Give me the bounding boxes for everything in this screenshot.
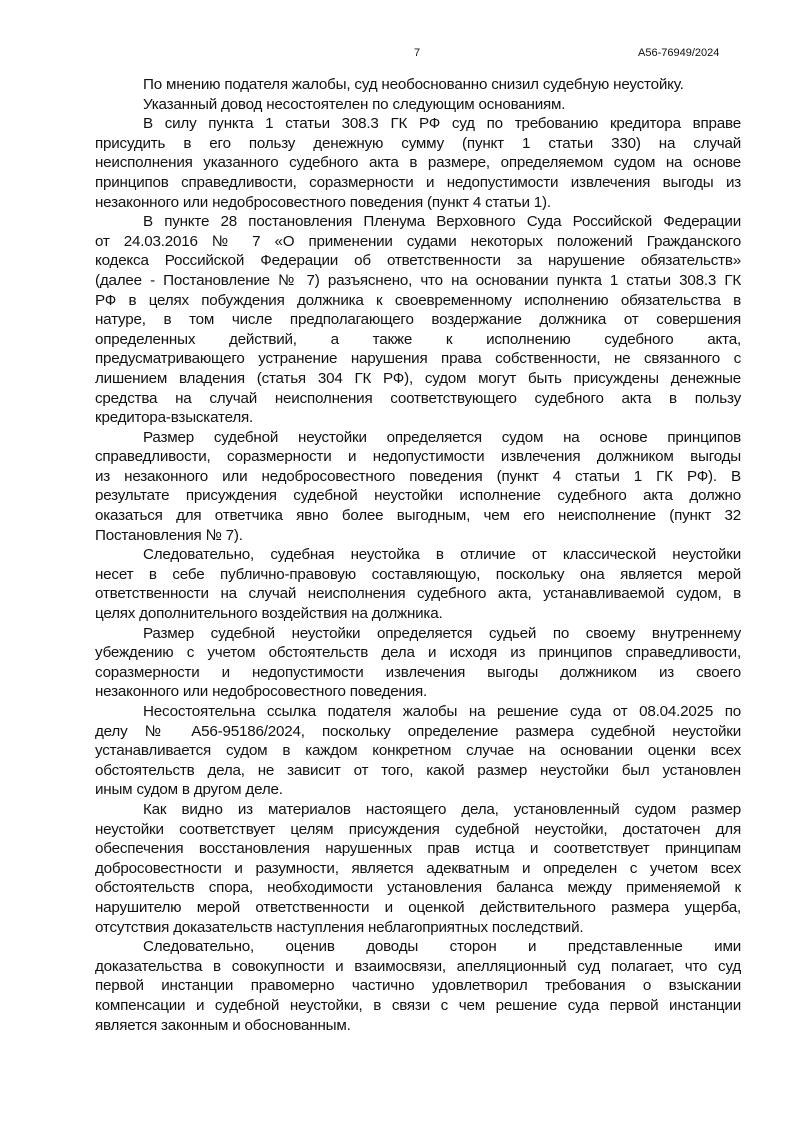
page-number: 7: [414, 47, 421, 59]
case-number: А56-76949/2024: [638, 47, 720, 59]
document-body: [95, 75, 741, 1035]
text-line: справедливости, соразмерности и недопустимости извлечения должником выгоды: [95, 448, 741, 466]
text-line: является законным и обоснованным.: [95, 1016, 351, 1034]
text-line: принципов справедливости, соразмерности и недопустимости извлечения выгоды из: [95, 173, 741, 191]
text-line: первой инстанции правомерно частично удовлетворил требования о взыскании: [95, 977, 741, 995]
text-line: Указанный довод несостоятелен по следующим основаниям.: [143, 95, 566, 113]
text-line: Следовательно, оценив доводы сторон и представленные ими: [143, 938, 741, 956]
text-line: от 24.03.2016 № 7 «О применении судами некоторых положений Гражданского: [95, 232, 741, 250]
text-line: Размер судебной неустойки определяется судьей по своему внутреннему: [143, 624, 741, 642]
paragraph: [95, 428, 741, 546]
text-line: определенных действий, а также к исполнению судебного акта,: [95, 330, 741, 348]
text-line: неустойки соответствует целям присуждения судебной неустойки, достаточен для: [95, 820, 741, 838]
text-line: присудить в его пользу денежную сумму (пункт 1 статьи 330) на случай: [95, 134, 741, 152]
text-line: лишением владения (статья 304 ГК РФ), судом могут быть присуждены денежные: [95, 369, 741, 387]
text-line: оказаться для ответчика явно более выгодным, чем его неисполнение (пункт 32: [95, 507, 741, 525]
paragraph: [95, 545, 741, 623]
text-line: убеждению с учетом обстоятельств дела и исходя из принципов справедливости,: [95, 644, 741, 662]
paragraph: [95, 702, 741, 800]
text-line: неисполнения указанного судебного акта в размере, определяемом судом на основе: [95, 154, 741, 172]
paragraph: [95, 800, 741, 937]
text-line: предусматривающего устранение нарушения права собственности, не связанного с: [95, 350, 741, 368]
text-line: (далее - Постановление № 7) разъяснено, что на основании пункта 1 статьи 308.3 ГК: [95, 271, 741, 289]
text-line: нарушителю мерой ответственности и оценкой действительного размера ущерба,: [95, 898, 741, 916]
text-line: добросовестности и разумности, является адекватным и определен с учетом всех: [95, 859, 741, 877]
text-line: ответственности на случай неисполнения судебного акта, устанавливаемой судом, в: [95, 585, 741, 603]
text-line: Следовательно, судебная неустойка в отличие от классической неустойки: [143, 546, 741, 564]
text-line: Постановления № 7).: [95, 526, 243, 544]
paragraph: [95, 75, 741, 95]
text-line: кредитора-взыскателя.: [95, 409, 254, 427]
text-line: В пункте 28 постановления Пленума Верховного Суда Российской Федерации: [143, 213, 741, 231]
text-line: По мнению подателя жалобы, суд необоснованно снизил судебную неустойку.: [143, 76, 684, 93]
paragraph: [95, 937, 741, 1035]
text-line: В силу пункта 1 статьи 308.3 ГК РФ суд по требованию кредитора вправе: [143, 115, 741, 133]
text-line: обстоятельств дела, не зависит от того, какой размер неустойки был установлен: [95, 761, 741, 779]
text-line: Как видно из материалов настоящего дела, установленный судом размер: [143, 800, 741, 818]
paragraph: [95, 624, 741, 702]
text-line: Несостоятельна ссылка подателя жалобы на решение суда от 08.04.2025 по: [143, 703, 741, 720]
text-line: РФ в целях побуждения должника к своевременному исполнению обязательства в: [95, 291, 741, 309]
text-line: незаконного или недобросовестного поведения (пункт 4 статьи 1).: [95, 193, 551, 211]
text-line: делу № А56-95186/2024, поскольку определение размера судебной неустойки: [95, 722, 741, 740]
text-line: обеспечения восстановления нарушенных прав истца и соответствует принципам: [95, 840, 741, 858]
text-line: из незаконного или недобросовестного поведения (пункт 4 статьи 1 ГК РФ). В: [95, 467, 741, 485]
paragraph: [95, 212, 741, 428]
text-line: незаконного или недобросовестного поведения.: [95, 683, 428, 701]
text-line: средства на случай неисполнения соответствующего судебного акта в пользу: [95, 389, 741, 407]
text-line: доказательства в совокупности и взаимосвязи, апелляционный суд полагает, что суд: [95, 957, 741, 975]
text-line: устанавливается судом в каждом конкретном случае на основании оценки всех: [95, 742, 741, 760]
paragraph: [95, 114, 741, 212]
paragraph: [95, 95, 741, 115]
text-line: кодекса Российской Федерации об ответственности за нарушение обязательств»: [95, 252, 741, 270]
text-line: натуре, в том числе предполагающего воздержание должника от совершения: [95, 311, 741, 329]
text-line: обстоятельств спора, необходимости установления баланса между применяемой к: [95, 879, 741, 897]
text-line: несет в себе публично-правовую составляющую, поскольку она является мерой: [95, 565, 741, 583]
text-line: соразмерности и недопустимости извлечения выгоды должником из своего: [95, 663, 741, 681]
text-line: результате присуждения судебной неустойки исполнение судебного акта должно: [95, 487, 741, 505]
text-line: целях дополнительного воздействия на должника.: [95, 605, 443, 623]
text-line: иным судом в другом деле.: [95, 781, 283, 799]
text-line: Размер судебной неустойки определяется судом на основе принципов: [143, 428, 741, 446]
text-line: компенсации и судебной неустойки, в связи с чем решение суда первой инстанции: [95, 996, 741, 1014]
text-line: отсутствия доказательств наступления неблагоприятных последствий.: [95, 918, 584, 936]
